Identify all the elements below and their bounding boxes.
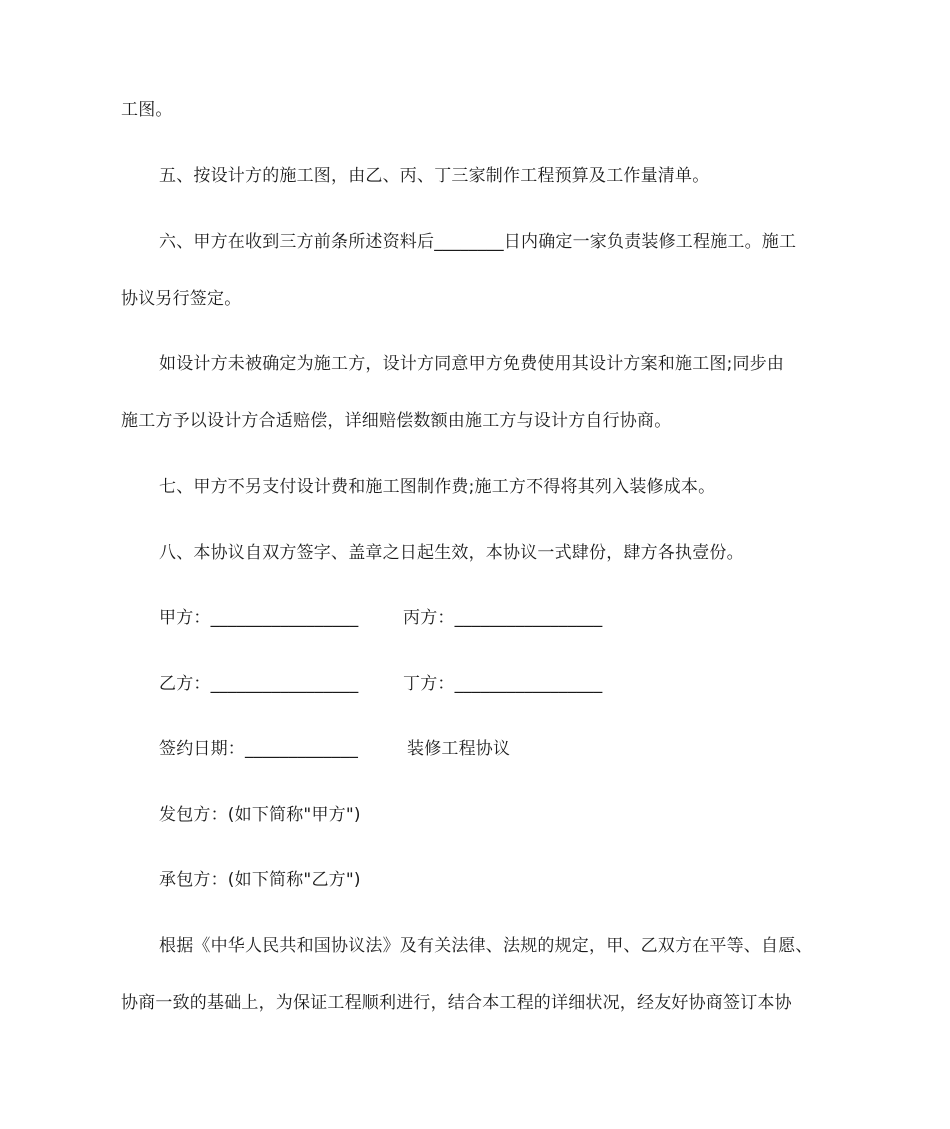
contract-title: 装修工程协议	[407, 739, 511, 759]
clause-6-line-1: 六、甲方在收到三方前条所述资料后________日内确定一家负责装修工程施工。施工	[159, 232, 797, 252]
contractor-line: 发包方：(如下简称"甲方")	[159, 805, 361, 825]
paragraph-line-1: 如设计方未被确定为施工方，设计方同意甲方免费使用其设计方案和施工图;同步由	[159, 354, 785, 374]
contractee-line: 承包方：(如下简称"乙方")	[159, 870, 361, 890]
intro-paragraph-line-2: 协商一致的基础上，为保证工程顺利进行，结合本工程的详细状况，经友好协商签订本协	[121, 993, 792, 1013]
signing-date: 签约日期：_____________	[159, 739, 359, 759]
clause-6-line-2: 协议另行签定。	[121, 289, 242, 309]
text-line: 工图。	[121, 100, 173, 120]
signature-party-d: 丁方：_________________	[403, 674, 603, 694]
clause-8: 八、本协议自双方签字、盖章之日起生效，本协议一式肆份，肆方各执壹份。	[159, 543, 744, 563]
clause-5: 五、按设计方的施工图，由乙、丙、丁三家制作工程预算及工作量清单。	[159, 166, 710, 186]
intro-paragraph-line-1: 根据《中华人民共和国协议法》及有关法律、法规的规定，甲、乙双方在平等、自愿、	[159, 936, 813, 956]
signature-party-a: 甲方：_________________	[159, 608, 359, 628]
clause-7: 七、甲方不另支付设计费和施工图制作费;施工方不得将其列入装修成本。	[159, 477, 716, 497]
signature-party-c: 丙方：_________________	[403, 608, 603, 628]
signature-party-b: 乙方：_________________	[159, 674, 359, 694]
paragraph-line-2: 施工方予以设计方合适赔偿，详细赔偿数额由施工方与设计方自行协商。	[121, 411, 672, 431]
